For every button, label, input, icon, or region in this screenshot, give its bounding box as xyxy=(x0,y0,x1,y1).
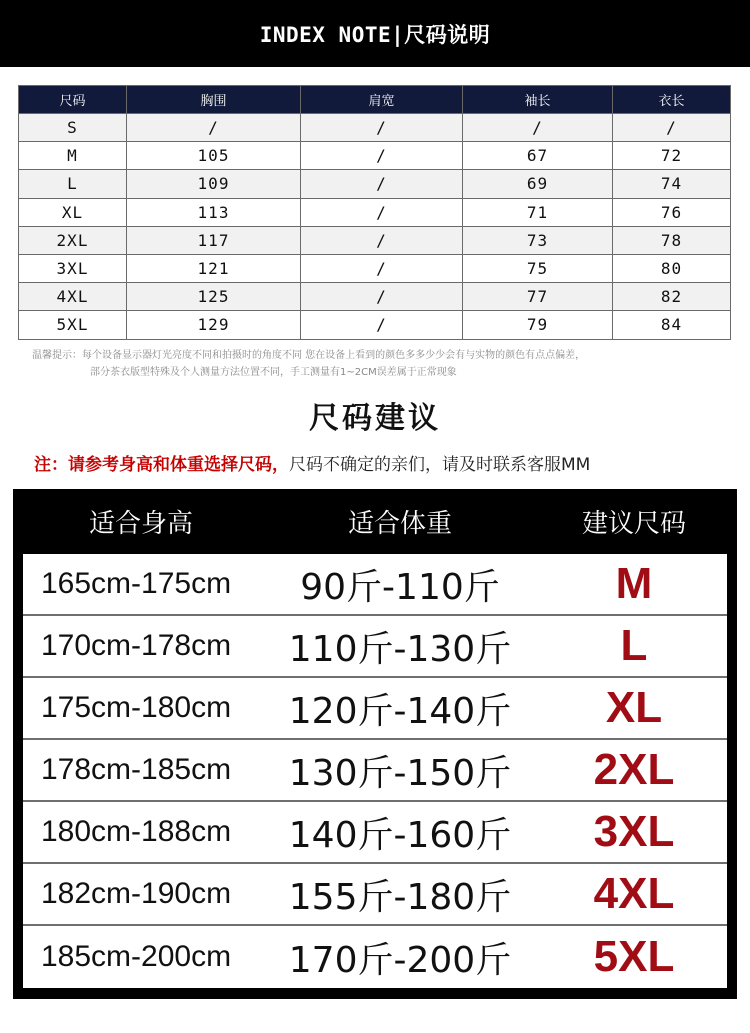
size-chart-header-row xyxy=(19,86,731,114)
weight-range: 110斤-130斤 xyxy=(288,628,512,670)
column-header-size: 建议尺码 xyxy=(581,509,686,539)
table-row xyxy=(19,311,731,339)
table-cell: / xyxy=(463,114,613,142)
table-cell: 76 xyxy=(613,198,731,226)
recommendation-row xyxy=(23,802,727,864)
note-text: 尺码不确定的亲们，请及时联系客服MM xyxy=(289,455,591,475)
table-cell: 67 xyxy=(463,142,613,170)
weight-range: 120斤-140斤 xyxy=(288,690,512,732)
table-cell: 77 xyxy=(463,283,613,311)
recommendation-row xyxy=(23,926,727,988)
notice-line-2: 部分茶衣版型特殊及个人测量方法位置不同，手工测量有1~2CM误差属于正常现象 xyxy=(90,367,457,378)
table-cell: 3XL xyxy=(19,254,127,282)
table-cell: M xyxy=(19,142,127,170)
height-range: 178cm-185cm xyxy=(41,753,232,786)
table-row xyxy=(19,283,731,311)
column-header-height: 适合身高 xyxy=(88,509,193,539)
column-header: 胸围 xyxy=(127,86,301,114)
table-cell: XL xyxy=(19,198,127,226)
column-header: 肩宽 xyxy=(301,86,463,114)
header-title: INDEX NOTE|尺码说明 xyxy=(259,22,491,47)
table-row xyxy=(19,198,731,226)
table-cell: 82 xyxy=(613,283,731,311)
column-header: 袖长 xyxy=(463,86,613,114)
recommendation-header-row xyxy=(23,489,727,554)
measurement-notice xyxy=(32,347,722,381)
suggested-size: 2XL xyxy=(593,745,675,794)
table-cell: / xyxy=(301,198,463,226)
table-cell: 4XL xyxy=(19,283,127,311)
page-header xyxy=(0,0,750,67)
selection-note xyxy=(34,450,734,475)
table-cell: / xyxy=(301,170,463,198)
weight-range: 170斤-200斤 xyxy=(288,939,512,981)
table-cell: 78 xyxy=(613,226,731,254)
table-cell: 121 xyxy=(127,254,301,282)
table-cell: 117 xyxy=(127,226,301,254)
height-range: 182cm-190cm xyxy=(41,877,232,910)
table-cell: / xyxy=(301,254,463,282)
suggested-size: 5XL xyxy=(593,932,675,981)
table-cell: L xyxy=(19,170,127,198)
recommendation-row xyxy=(23,740,727,802)
height-range: 175cm-180cm xyxy=(41,691,232,724)
table-cell: 74 xyxy=(613,170,731,198)
recommendation-row xyxy=(23,864,727,926)
notice-line-1: 温馨提示：每个设备显示器灯光亮度不同和拍摄时的角度不同 您在设备上看到的颜色多多少少会有与实物的颜色有点点偏差， xyxy=(32,350,586,361)
column-header: 尺码 xyxy=(19,86,127,114)
table-cell: 2XL xyxy=(19,226,127,254)
table-cell: 75 xyxy=(463,254,613,282)
table-cell: / xyxy=(301,283,463,311)
table-cell: / xyxy=(127,114,301,142)
table-cell: 84 xyxy=(613,311,731,339)
table-cell: 113 xyxy=(127,198,301,226)
weight-range: 90斤-110斤 xyxy=(300,566,500,608)
recommendation-rows xyxy=(23,554,727,988)
table-cell: / xyxy=(613,114,731,142)
table-cell: 73 xyxy=(463,226,613,254)
recommendation-row xyxy=(23,616,727,678)
height-range: 180cm-188cm xyxy=(41,815,232,848)
table-cell: 79 xyxy=(463,311,613,339)
table-cell: 80 xyxy=(613,254,731,282)
table-row xyxy=(19,170,731,198)
table-cell: 125 xyxy=(127,283,301,311)
table-cell: 109 xyxy=(127,170,301,198)
recommendation-row xyxy=(23,678,727,740)
table-cell: 105 xyxy=(127,142,301,170)
suggested-size: 3XL xyxy=(593,807,675,856)
table-row xyxy=(19,254,731,282)
suggested-size: 4XL xyxy=(593,869,675,918)
table-cell: 71 xyxy=(463,198,613,226)
height-range: 165cm-175cm xyxy=(41,567,232,600)
table-cell: S xyxy=(19,114,127,142)
size-recommendation-table xyxy=(13,489,737,999)
table-cell: 5XL xyxy=(19,311,127,339)
size-chart-table xyxy=(18,85,731,340)
table-cell: 72 xyxy=(613,142,731,170)
table-row xyxy=(19,142,731,170)
column-header: 衣长 xyxy=(613,86,731,114)
recommendation-row xyxy=(23,554,727,616)
column-header-weight: 适合体重 xyxy=(347,509,452,539)
weight-range: 155斤-180斤 xyxy=(288,876,512,918)
weight-range: 130斤-150斤 xyxy=(288,752,512,794)
table-cell: 129 xyxy=(127,311,301,339)
table-row xyxy=(19,226,731,254)
height-range: 170cm-178cm xyxy=(41,629,232,662)
weight-range: 140斤-160斤 xyxy=(288,814,512,856)
suggested-size: M xyxy=(615,559,653,608)
note-red-text: 注：请参考身高和体重选择尺码， xyxy=(34,455,289,475)
recommend-title: 尺码建议 xyxy=(309,401,441,436)
table-row xyxy=(19,114,731,142)
table-cell: / xyxy=(301,114,463,142)
table-cell: / xyxy=(301,226,463,254)
table-cell: 69 xyxy=(463,170,613,198)
table-cell: / xyxy=(301,311,463,339)
height-range: 185cm-200cm xyxy=(41,940,232,973)
suggested-size: XL xyxy=(605,683,663,732)
suggested-size: L xyxy=(620,621,648,670)
table-cell: / xyxy=(301,142,463,170)
